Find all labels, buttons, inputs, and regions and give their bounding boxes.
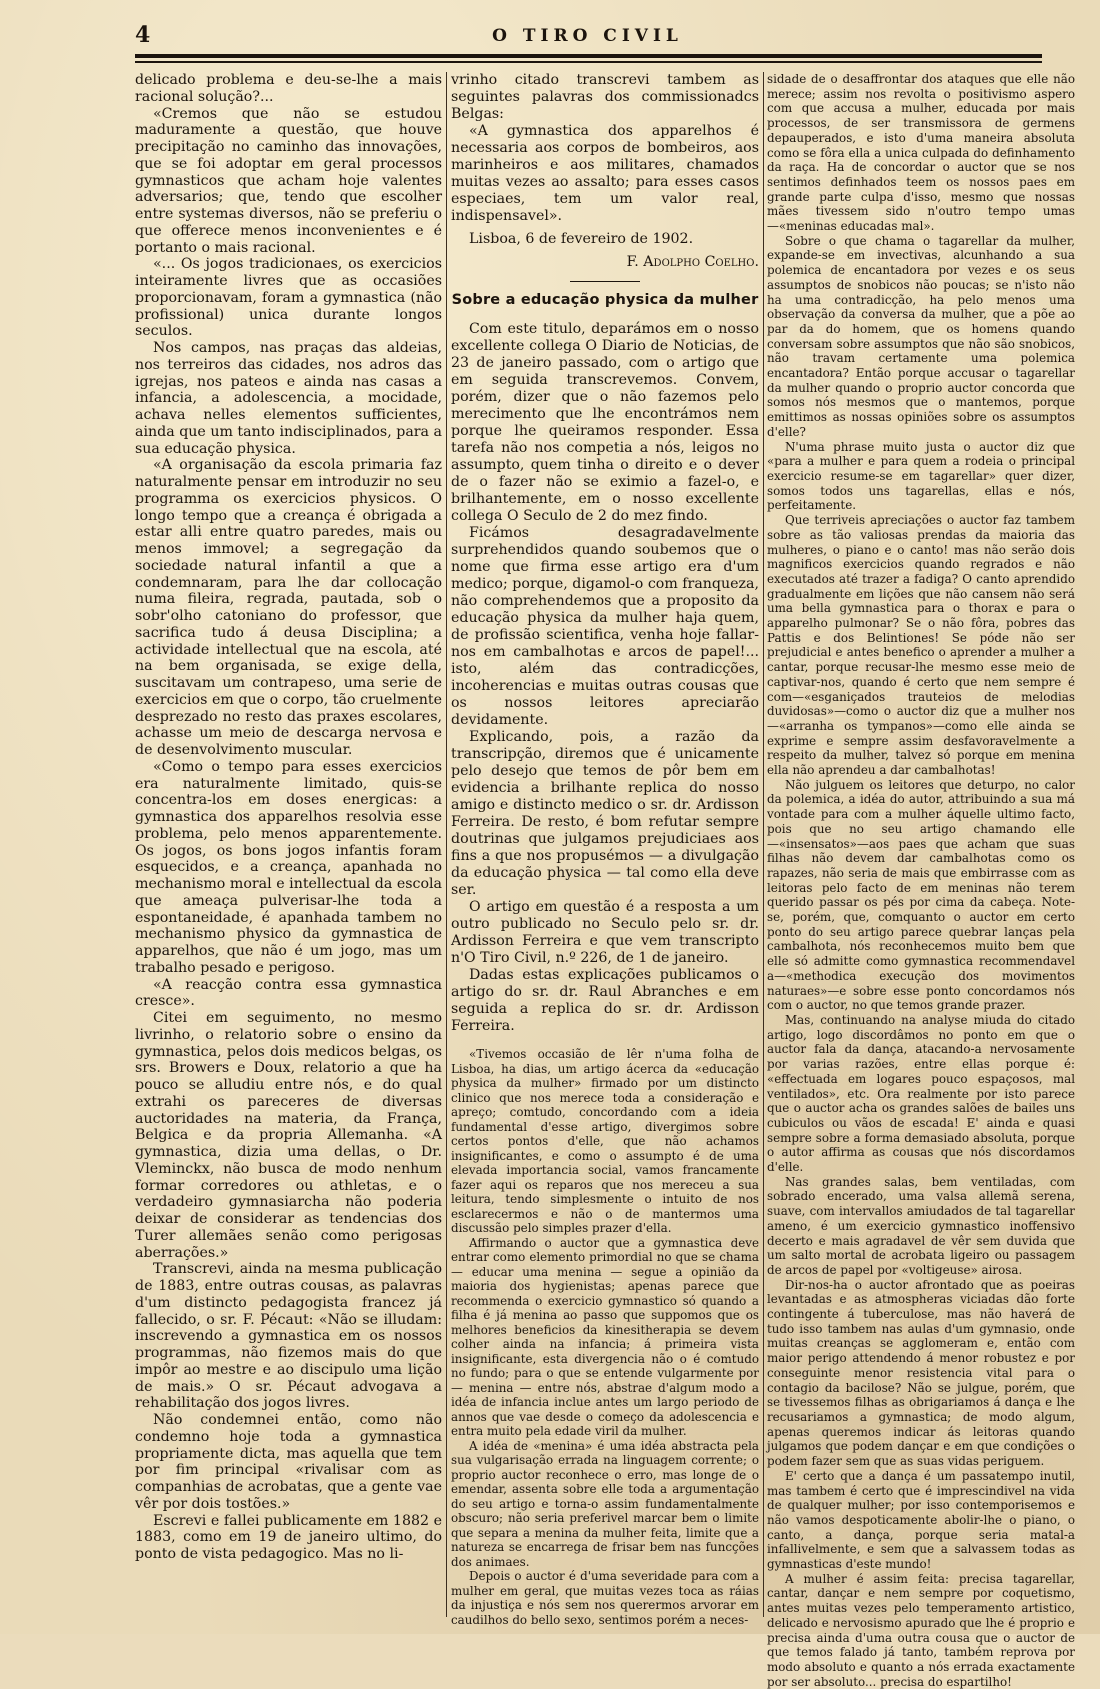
page-number: 4 (135, 22, 151, 48)
paragraph: «A gymnastica dos apparelhos é necessaria aos corpos de bombeiros, aos marinheiros e aos militares, chamados muitas vezes ao assalto; para esses casos especiaes, tem um valor real, indispensavel». (451, 123, 759, 224)
paragraph: vrinho citado transcrevi tambem as seguintes palavras dos commissionadcs Belgas: (451, 72, 759, 122)
quote-paragraph: Affirmando o auctor que a gymnastica deve entrar como elemento primordial no que se chama — educar uma menina — segue a opinião da maioria dos hygienistas; apenas parece que recommenda o exercicio gymnastico só quando a filha é já menina ao passo que suppomos que os melhores beneficios da kinesitherapia se devem colher ainda na infancia; á primeira vista insignificante, esta divergencia não o é comtudo no fundo; para o que se entende vulgarmente por — menina — entre nós, abstrae d'algum modo a idéa de infancia inclue antes um largo periodo de annos que vae desde o começo da adolescencia e entra muito pela edade viril da mulher. (451, 1235, 759, 1438)
column-divider-1 (446, 72, 447, 1617)
column-divider-2 (763, 72, 764, 1617)
section-title: Sobre a educação physica da mulher (451, 292, 759, 308)
page-header (135, 22, 1040, 48)
spacer (451, 1035, 759, 1047)
paragraph: sidade de o desaffrontar dos ataques que elle não merece; assim nos revolta o positivismo aspero com que accusa a mulher, educada por mais processos, de ser transmissora de germens depauperados, e isto d'uma maneira absoluta como se fôra ella a unica culpada do definhamento da raça. Ha de concordar o auctor que se nos sentimos definhados teem os nossos paes em grande parte culpa d'isso, mesmo que nossas mães tivessem sido n'outro tempo umas—«meninas educadas mal». (767, 72, 1075, 234)
dateline: Lisboa, 6 de fevereiro de 1902. (469, 231, 694, 247)
paragraph: Nas grandes salas, bem ventiladas, com sobrado encerado, uma valsa allemã serena, suave, com intervallos amiudados de tal tagarellar ameno, é um exercicio gymnastico inoffensivo decerto e mais agradavel de vêr sem duvida que um salto mortal de acrobata ligeiro ou passagem de arcos de papel por «voltigeuse» airosa. (767, 1174, 1075, 1277)
paragraph: «A organisação da escola primaria faz naturalmente pensar em introduzir no seu programma os exercicios physicos. O longo tempo que a creança é obrigada a estar alli entre quatro paredes, mais ou menos immovel; a segregação da sociedade natural infantil a que a condemnaram, para lhe dar collocação numa fileira, regrada, pautada, sob o sobr'olho catoniano do professor, que sacrifica tudo á deusa Disciplina; a actividade intellectual que na escola, até na bem organisada, se exige della, suscitavam um contrapeso, uma serie de exercicios em que o corpo, tão cruelmente desprezado no resto das praxes escolares, achasse um meio de descarga nervosa e de desenvolvimento muscular. (135, 457, 442, 758)
paragraph: delicado problema e deu-se-lhe a mais racional solução?... (135, 72, 442, 105)
paragraph: Não julguem os leitores que deturpo, no calor da polemica, a idéa do autor, attribuindo a sua má vontade para com a mulher áquelle ultimo facto, pois que no seu artigo chamando elle—«insensatos»—aos paes que acham que suas filhas não devem dar cambalhotas como os rapazes, não seria de mais que embirrasse com as leitoras pelo facto de em meninas não terem querido passar os pés por cima da cabeça. Note-se, porém, que, comquanto o auctor em certo ponto do seu artigo parece quebrar lanças pela cambalhota, nós reconhecemos muito bem que elle só admitte como gymnastica recommendavel a—«methodica execução dos movimentos naturaes»—e sobre esse ponto concordamos nós com o auctor, no que temos grande prazer. (767, 777, 1075, 1013)
paragraph: Escrevi e fallei publicamente em 1882 e 1883, como em 19 de janeiro ultimo, do ponto de vista pedagogico. Mas no li- (135, 1512, 442, 1562)
paragraph: E' certo que a dança é um passatempo inutil, mas tambem é certo que é imprescindivel na vida de qualquer mulher; por isso contemporisemos e não vamos despoticamente abolir-lhe o piano, o canto, a dança, porque seria matal-a infallivelmente, e sem que a salvassem todas as gymnasticas d'este mundo! (767, 1468, 1075, 1572)
paragraph: Dadas estas explicações publicamos o artigo do sr. dr. Raul Abranches e em seguida a replica do sr. dr. Ardisson Ferreira. (451, 967, 759, 1034)
paragraph: Sobre o que chama o tagarellar da mulher, expande-se em invectivas, alcunhando a sua polemica de encantadora por vezes e os seus assumptos de snobicos não poucas; se n'isto não ha uma contradicção, ha pelo menos uma observação da conversa da mulher, que a põe ao par da do homem, que os homens quando conversam sobre assumptos que não são snobicos, não travam certamente uma polemica encantadora? Então porque accusar o tagarellar da mulher quando o proprio auctor concorda que somos nós mesmos que o mantemos, porque emittimos as nossas opiniões sobre os assumptos d'elle? (767, 233, 1075, 439)
paragraph: O artigo em questão é a resposta a um outro publicado no Seculo pelo sr. dr. Ardisson Ferreira e que vem transcripto n'O Tiro Civil, n.º 226, de 1 de janeiro. (451, 899, 759, 966)
section-divider (570, 281, 640, 282)
author-signature: F. Adolpho Coelho. (626, 254, 759, 270)
paragraph: «Como o tempo para esses exercicios era naturalmente limitado, quis-se concentra-los em doses energicas: a gymnastica dos apparelhos resolvia esse problema, pelo menos apparentemente. Os jogos, os bons jogos infantis foram esquecidos, e a creança, apanhada no mechanismo moral e intellectual da escola que ameaça pulverisar-lhe toda a espontaneidade, é apanhada tambem no mechanismo physico da gymnastica de apparelhos, que não é um jogo, mas um trabalho pesado e perigoso. (135, 758, 442, 976)
paragraph: Com este titulo, deparámos em o nosso excellente collega O Diario de Noticias, de 23 de janeiro passado, com o artigo que em seguida transcrevemos. Convem, porém, dizer que o não fazemos pelo merecimento que lhe encontrámos nem porque lhe queiramos responder. Essa tarefa não nos competia a nós, leigos no assumpto, quem tinha o direito e o dever de o fazer não se eximio a fazel-o, e brilhantemente, em o nosso excellente collega O Seculo de 2 do mez findo. (451, 321, 759, 524)
paragraph: «Cremos que não se estudou maduramente a questão, que houve precipitação no caminho das innovações, que se foi adoptar em geral processos gymnasticos que acham hoje valentes adversarios; que, tendo que escolher entre systemas diversos, não se preferiu o que offerece menos inconvenientes e é portanto o mais racional. (135, 105, 442, 256)
column-1 (135, 72, 442, 1563)
paragraph: Nos campos, nas praças das aldeias, nos terreiros das cidades, nos adros das igrejas, nos pateos e ainda nas casas a infancia, a adolescencia, a mocidade, achava nelles elementos sufficientes, ainda que um tanto indisciplinados, para a sua educação physica. (135, 340, 442, 457)
paragraph: «A reacção contra essa gymnastica cresce». (135, 976, 442, 1010)
paragraph: Que terriveis apreciações o auctor faz tambem sobre as tão valiosas prendas da maioria das mulheres, o piano e o canto! mas não serão dois magnificos exercicios quando regrados e não executados até trazer a fadiga? O canto aprendido gradualmente em lições que não cansem não será uma bella gymnastica para o thorax e para o apparelho pulmonar? Se o não fôra, pobres das Pattis e dos Belintiones! Se póde não ser prejudicial e antes benefico o aprender a mulher a cantar, porque recusar-lhe mesmo esse meio de captivar-nos, quando é certo que nem sempre é com—«esganiçados trauteios de melodias duvidosas»—como o auctor diz que a mulher nos—«arranha os tympanos»—como elle ainda se exprime e sempre assim desfavoravelmente a respeito da mulher, talvez só porque em menina ella não aprendeu a dar cambalhotas! (767, 513, 1075, 778)
paragraph: Não condemnei então, como não condemno hoje toda a gymnastica propriamente dicta, mas aquella que tem por fim principal «rivalisar com as companhias de acrobatas, que a gente vae vêr por dois tostões.» (135, 1412, 442, 1512)
quote-paragraph: «Tivemos occasião de lêr n'uma folha de Lisboa, ha dias, um artigo ácerca da «educação physica da mulher» firmado por um distincto clinico que nos merece toda a consideração e apreço; comtudo, concordando com a ideia fundamental d'esse artigo, divergimos sobre certos pontos d'elle, que não achamos insignificantes, e como o assumpto é de uma elevada importancia social, vamos francamente fazer aqui os reparos que nos mereceu a sua leitura, tendo simplesmente o intuito de nos esclarecermos e não o de mantermos uma discussão pelo simples prazer d'ella. (451, 1047, 759, 1235)
paragraph: N'uma phrase muito justa o auctor diz que «para a mulher e para quem a rodeia o principal exercicio resume-se em tagarellar» quer dizer, somos todos uns tagarellas, ellas e nós, perfeitamente. (767, 439, 1075, 513)
quote-paragraph: A idéa de «menina» é uma idéa abstracta pela sua vulgarisação errada na linguagem corrente; o proprio auctor reconhece o erro, mas longe de o emendar, assenta sobre elle toda a argumentação do seu artigo e torna-o assim fundamentalmente obscuro; não seria preferivel marcar bem o limite que separa a menina da mulher feita, limite que a natureza se encarrega de frisar bem nas funcções dos animaes. (451, 1438, 759, 1569)
paragraph: Transcrevi, ainda na mesma publicação de 1883, entre outras cousas, as palavras d'um distincto pedagogista francez já fallecido, o sr. F. Pécaut: «Não se illudam: inscrevendo a gymnastica em os nossos programmas, não fizemos mais do que impôr ao mestre e ao discipulo uma lição de mais.» O sr. Pécaut advogava a rehabilitação dos jogos livres. (135, 1261, 442, 1412)
paragraph: A mulher é assim feita: precisa tagarellar, cantar, dançar e nem sempre por coquetismo, antes muitas vezes pelo temperamento artistico, delicado e nervosismo apurado que lhe é proprio e precisa ainda d'uma outra cousa que o auctor de que temos falado já tanto, também reprova por modo absoluto e quanto a nós errada exactamente por ser absoluto... precisa do espartilho! (767, 1571, 1075, 1689)
paragraph: Mas, continuando na analyse miuda do citado artigo, logo discordâmos no ponto em que o auctor fala da dança, atacando-a nervosamente por varias razões, entre ellas porque é: «effectuada em logares pouco espaçosos, mal ventilados», etc. Ora realmente por isto parece que o auctor acha os grandes salões de bailes uns cubiculos ou vãos de escada! E' ainda e quasi sempre sobre a forma demasiado absoluta, porque o autor affirma as cousas que nós discordamos d'elle. (767, 1013, 1075, 1175)
quoted-article (451, 1047, 759, 1627)
quote-paragraph: Depois o auctor é d'uma severidade para com a mulher em geral, que muitas vezes toca as ráias da injustiça e nós sem nos querermos arvorar em caudilhos do bello sexo, sentimos porém a neces- (451, 1569, 759, 1627)
paragraph: Explicando, pois, a razão da transcripção, diremos que é unicamente pelo desejo que temos de pôr bem em evidencia a brilhante replica do nosso amigo e distincto medico o sr. dr. Ardisson Ferreira. De resto, é bom refutar sempre doutrinas que julgamos prejudiciaes aos fins a que nos propusémos — a divulgação da educação physica — tal como ella deve ser. (451, 729, 759, 898)
masthead-title: O TIRO CIVIL (492, 26, 683, 46)
paragraph: Dir-nos-ha o auctor afrontado que as poeiras levantadas e as atmospheras viciadas dão forte contingente á tuberculose, mas não haverá de tudo isso tambem nas aulas d'um gymnasio, onde muitas creanças se agglomeram e, então com maior perigo attendendo á menor robustez e por conseguinte menor resistencia vital para o contagio da bacilose? Não se julgue, porém, que se tivessemos filhas as obrigariamos á dança e lhe recusariamos a gymnastica; de modo algum, apenas queremos indicar ás leitoras quando julgamos que podem dançar e em que condições o podem fazer sem que as suas vidas periguem. (767, 1277, 1075, 1469)
paragraph: Citei em seguimento, no mesmo livrinho, o relatorio sobre o ensino da gymnastica, pelos dois medicos belgas, os srs. Browers e Doux, relatorio a que ha pouco se alludiu entre nós, e do qual extrahi os pareceres de diversas auctoridades na materia, da França, Belgica e da propria Allemanha. «A gymnastica, dizia uma dellas, o Dr. Vleminckx, não busca de modo nenhum formar corredores ou athletas, e o verdadeiro gymnasiarcha não poderia deixar de considerar as tendencias dos Turer allemães senão como perigosas aberrações.» (135, 1010, 442, 1261)
paragraph: Ficámos desagradavelmente surprehendidos quando soubemos que o nome que firma esse artigo era d'um medico; porque, digamol-o com franqueza, não comprehendemos que a proposito da educação physica da mulher haja quem, de profissão scientifica, venha hoje fallar-nos em cambalhotas e arcos de papel!... isto, além das contradicções, incoherencias e muitas outras cousas que os nossos leitores apreciarão devidamente. (451, 525, 759, 728)
header-rule (135, 54, 1042, 63)
paragraph: «... Os jogos tradicionaes, os exercicios inteiramente livres que as occasiões proporcionavam, foram a gymnastica (não profissional) unica durante longos seculos. (135, 256, 442, 340)
column-2 (451, 72, 759, 1627)
column-3 (767, 72, 1075, 1689)
